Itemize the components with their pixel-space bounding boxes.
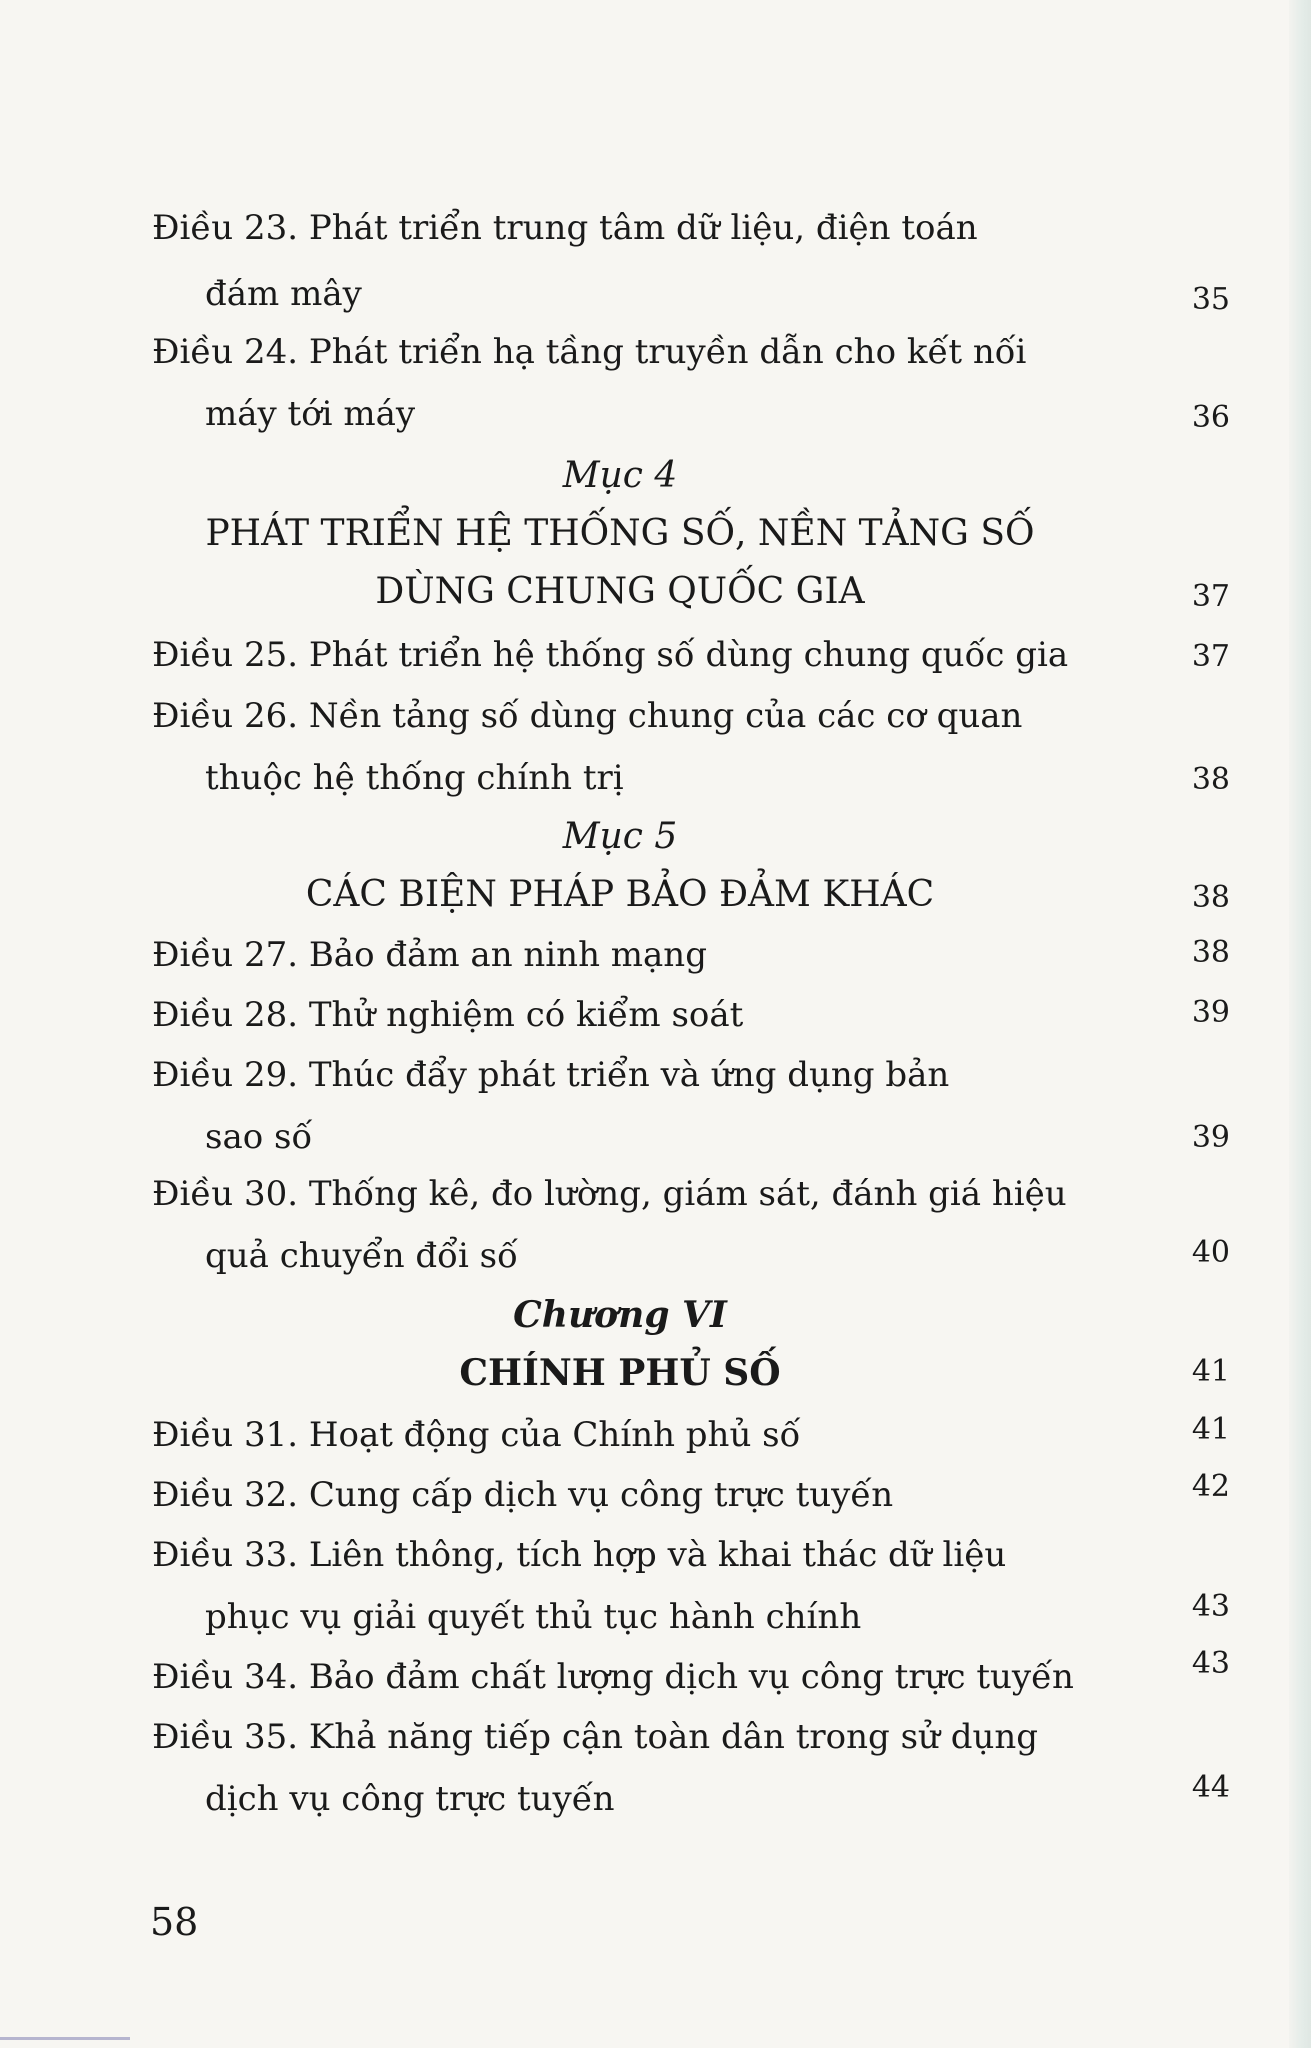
- toc-entry-32: Điều 32. Cung cấp dịch vụ công trực tuyến: [152, 1475, 894, 1515]
- toc-page-25: 37: [1191, 639, 1230, 674]
- toc-page-28: 39: [1191, 995, 1230, 1030]
- toc-entry-31: Điều 31. Hoạt động của Chính phủ số: [152, 1415, 801, 1455]
- toc-page-23: 35: [1191, 282, 1230, 317]
- page-edge: [1289, 0, 1311, 2048]
- toc-page-31: 41: [1191, 1412, 1230, 1447]
- toc-page-26: 38: [1191, 762, 1230, 797]
- toc-page-30: 40: [1191, 1235, 1230, 1270]
- toc-page-33: 43: [1191, 1589, 1230, 1624]
- toc-entry-30-line2: quả chuyển đổi số: [205, 1236, 518, 1276]
- section-4-title-line1: PHÁT TRIỂN HỆ THỐNG SỐ, NỀN TẢNG SỐ: [205, 513, 1035, 554]
- toc-entry-30-line1: Điều 30. Thống kê, đo lường, giám sát, đánh giá hiệu: [152, 1174, 1067, 1214]
- toc-page-section-4: 37: [1191, 579, 1230, 614]
- toc-page-section-5: 38: [1191, 880, 1230, 915]
- toc-entry-25: Điều 25. Phát triển hệ thống số dùng chung quốc gia: [152, 635, 1069, 675]
- toc-entry-33-line1: Điều 33. Liên thông, tích hợp và khai thác dữ liệu: [152, 1535, 1007, 1575]
- toc-page-27: 38: [1191, 935, 1230, 970]
- chapter-label: Chương VI: [513, 1294, 727, 1336]
- toc-entry-28: Điều 28. Thử nghiệm có kiểm soát: [152, 995, 744, 1035]
- toc-entry-29-line2: sao số: [205, 1117, 313, 1157]
- toc-entry-24-line2: máy tới máy: [205, 394, 416, 434]
- toc-entry-29-line1: Điều 29. Thúc đẩy phát triển và ứng dụng bản: [152, 1055, 950, 1095]
- toc-entry-27: Điều 27. Bảo đảm an ninh mạng: [152, 935, 707, 975]
- toc-entry-23-line1: Điều 23. Phát triển trung tâm dữ liệu, điện toán: [152, 208, 978, 248]
- toc-entry-24-line1: Điều 24. Phát triển hạ tầng truyền dẫn cho kết nối: [152, 332, 1027, 372]
- toc-page-chapter: 41: [1191, 1354, 1230, 1389]
- toc-entry-35-line1: Điều 35. Khả năng tiếp cận toàn dân trong sử dụng: [152, 1717, 1039, 1757]
- toc-entry-23-line2: đám mây: [205, 274, 362, 314]
- toc-entry-34: Điều 34. Bảo đảm chất lượng dịch vụ công trực tuyến: [152, 1657, 1074, 1697]
- toc-page-35: 44: [1191, 1770, 1230, 1805]
- section-5-label: Mục 5: [562, 816, 678, 857]
- section-4-title-line2: DÙNG CHUNG QUỐC GIA: [375, 571, 865, 612]
- toc-entry-33-line2: phục vụ giải quyết thủ tục hành chính: [205, 1597, 862, 1637]
- toc-page-24: 36: [1191, 400, 1230, 435]
- toc-page-34: 43: [1191, 1646, 1230, 1681]
- scan-mark: [0, 2037, 130, 2040]
- toc-page-32: 42: [1191, 1469, 1230, 1504]
- page-number: 58: [150, 1900, 199, 1944]
- toc-page-29: 39: [1191, 1120, 1230, 1155]
- chapter-title: CHÍNH PHỦ SỐ: [459, 1352, 781, 1394]
- toc-entry-26-line2: thuộc hệ thống chính trị: [205, 758, 624, 798]
- toc-entry-26-line1: Điều 26. Nền tảng số dùng chung của các cơ quan: [152, 696, 1023, 736]
- toc-entry-35-line2: dịch vụ công trực tuyến: [205, 1779, 615, 1819]
- section-5-title: CÁC BIỆN PHÁP BẢO ĐẢM KHÁC: [305, 874, 935, 915]
- section-4-label: Mục 4: [562, 455, 678, 496]
